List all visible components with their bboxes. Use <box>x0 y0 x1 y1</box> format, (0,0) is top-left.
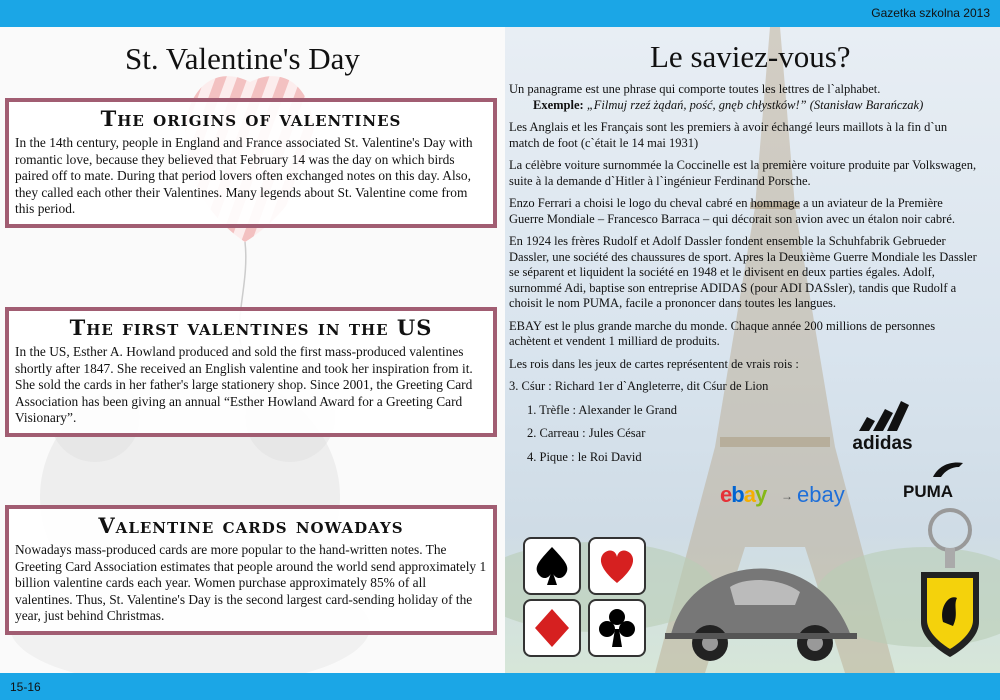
example-label: Exemple: <box>533 97 584 112</box>
ebay-old-logo: ebay <box>720 482 767 507</box>
page-numbers: 15-16 <box>10 680 41 694</box>
section-heading: The first valentines in the US <box>69 315 433 340</box>
right-page <box>505 27 1000 673</box>
list-item: 2. Carreau : Jules César <box>527 426 646 440</box>
adidas-stripes-icon <box>853 395 913 431</box>
heart-icon <box>590 539 644 593</box>
list-item: 4. Pique : le Roi David <box>527 449 642 464</box>
section-text: Nowadays mass-produced cards are more popular to the hand-written notes. The Greeting Card Association estimates that people around the world send approximately 1 billion valentine cards each year. Women purchase approximately 85% of all valentines. Thus, St. Valentine's Day is the second largest card-sending holiday of the year, just behind Christmas. <box>15 542 487 623</box>
fact-paragraph: La célèbre voiture surnommée la Coccinelle est la première voiture produite par Volkswagen, suite à la demande d`Hitler à l`ingénieur Ferdinand Porsche. <box>509 158 977 188</box>
example-text: „Filmuj rzeź żądań, pość, gnęb chłystków!” (Stanisław Barańczak) <box>583 97 924 112</box>
section-first-valentines <box>5 307 497 437</box>
volkswagen-beetle-icon <box>660 547 860 673</box>
fact-paragraph: En 1924 les frères Rudolf et Adolf Dassler fondent ensemble la Schuhfabrik Gebrueder Dassler, une société des chaussures de sport. Apres la Deuxième Guerre Mondiale les Dassler se séparent et liquident la société en 1948 et le divisent en deux parties égales. Adolf, surnommé Adi, baptise son entreprise ADIDAS (pour ADI DASsler), tandis que Rudolf a choisit le nom PUMA, facile a prononcer dans toutes les langues. <box>509 234 977 310</box>
adidas-logo <box>845 395 920 452</box>
section-nowadays <box>5 505 497 635</box>
fact-paragraph: EBAY est le plus grande marche du monde. Chaque année 200 millions de personnes achètent et vendent 1 milliard de produits. <box>509 318 936 348</box>
left-page <box>0 27 505 673</box>
left-page-title: St. Valentine's Day <box>125 41 360 76</box>
ferrari-keychain-icon <box>915 502 985 662</box>
spade-card <box>523 537 581 595</box>
diamond-icon <box>525 601 579 655</box>
bottom-bar <box>0 673 1000 700</box>
section-origins <box>5 98 497 228</box>
right-page-title: Le saviez-vous? <box>650 39 851 74</box>
club-icon <box>590 601 644 655</box>
list-item: 1. Trèfle : Alexander le Grand <box>527 402 677 417</box>
ebay-new-logo: ebay <box>797 482 845 507</box>
header-label: Gazetka szkolna 2013 <box>871 6 990 20</box>
fact-paragraph: Les rois dans les jeux de cartes représentent de vrais rois : <box>509 356 799 371</box>
section-heading: Valentine cards nowadays <box>98 513 404 538</box>
fact-paragraph: Les Anglais et les Français sont les premiers à avoir échangé leurs maillots à la fin d`un match de foot (c`était le 14 mai 1931) <box>509 120 948 150</box>
spade-icon <box>525 539 579 593</box>
section-heading: The origins of valentines <box>100 106 402 131</box>
puma-logo <box>903 457 973 500</box>
puma-wordmark: PUMA <box>903 482 954 501</box>
puma-cat-icon <box>903 457 969 479</box>
diamond-card <box>523 599 581 657</box>
top-bar <box>0 0 1000 27</box>
fact-paragraph: Enzo Ferrari a choisi le logo du cheval cabré en hommage a un aviateur de la Première Guerre Mondiale – Francesco Barraca – qui décorait son avion avec un étalon noir cabré. <box>509 196 955 226</box>
example-line <box>509 98 979 114</box>
adidas-wordmark: adidas <box>852 433 913 454</box>
arrow-icon: → <box>781 489 793 503</box>
section-text: In the US, Esther A. Howland produced and sold the first mass-produced valentines shortly after 1847. She received an English valentine and took her inspiration from it. She sold the cards in her father's large stationery shop. Since 2001, the Greeting Card Association has been giving an annual “Esther Howland Award for a Greeting Card Visionary”. <box>15 344 473 425</box>
section-text: In the 14th century, people in England and France associated St. Valentine's Day with romantic love, because they believed that February 14 was the day on which birds paired off to mate. During that period lovers often exchanged notes on this day. Also, they called each other their Valentines. Many legends about St. Valentine come from this period. <box>15 135 473 216</box>
club-card <box>588 599 646 657</box>
intro-text: Un panagrame est une phrase qui comporte toutes les lettres de l`alphabet. <box>509 82 881 96</box>
heart-card <box>588 537 646 595</box>
list-item: 3. Cśur : Richard 1er d`Angleterre, dit Cśur de Lion <box>509 379 769 393</box>
